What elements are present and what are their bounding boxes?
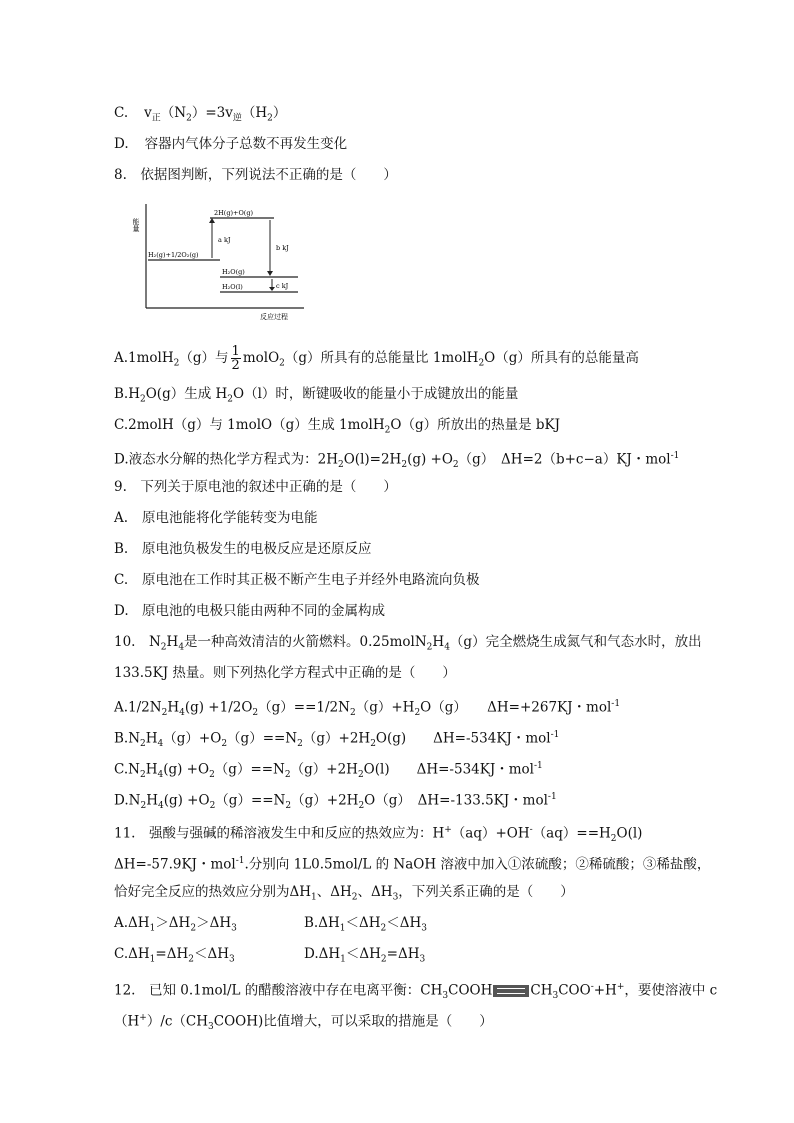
q11-option-c: $C.\Delta H_1=\Delta H_2<\Delta H_3$ xyxy=(114,946,235,965)
q12-stem-line1: 12. 已知 0.1mol/L 的醋酸溶液中存在电离平衡：$CH_3COOH$ $CH_3COO^-+H^+$，要使溶液中 c xyxy=(114,982,718,1002)
q9-option-d: D. 原电池的电极只能由两种不同的金属构成 xyxy=(114,603,385,619)
arrow-b-label: b kJ xyxy=(276,244,289,252)
x-axis-label: 反应过程 xyxy=(260,313,288,321)
q10-option-b: $B.N_2H_4(g)+O_2(g)==N_2(g)+2H_2O(g)$ ΔH=-534KJ・mol$^{-1}$ xyxy=(114,730,560,750)
q12-stem-line2: $(H^+)/c(CH_3COOH)$比值增大，可以采取的措施是（ ） xyxy=(114,1013,493,1033)
level-mid-label: H₂O(g) xyxy=(222,268,245,276)
q10-option-a: $A.1/2N_2H_4(g) +1/2O_2(g)==1/2N_2(g)+H_2O(g)$ ΔH=+267KJ・mol$^{-1}$ xyxy=(114,699,621,719)
q10-option-c: $C.N_2H_4(g) +O_2(g)==N_2(g)+2H_2O(l)$ ΔH=-534KJ・mol$^{-1}$ xyxy=(114,761,543,781)
level-low-label: H₂O(l) xyxy=(222,283,243,291)
q8-stem: 8. 依据图判断，下列说法不正确的是（ ） xyxy=(114,167,397,183)
level-top-label: 2H(g)+O(g) xyxy=(214,209,254,217)
q11-stem-line2: ΔH=-57.9KJ・mol$^{-1}$.分别向 1L0.5mol/L 的 NaOH 溶液中加入①浓硫酸；②稀硫酸；③稀盐酸， xyxy=(114,856,711,873)
q10-stem-line1: 10. $N_2H_4$是一种高效清洁的火箭燃料。$0.25molN_2H_4(g)$完全燃烧生成氮气和气态水时，放出 xyxy=(114,634,702,653)
q9-stem: 9. 下列关于原电池的叙述中正确的是（ ） xyxy=(114,479,397,495)
q7-option-c: C. $v_正(N_2)=3v_逆(H_2)$ xyxy=(114,105,287,124)
y-axis-label: 能量 xyxy=(132,218,140,232)
q8-option-c: C.2molH（g）与 1molO（g）生成 1molH$_2$O（g）所放出的热量是 bKJ xyxy=(114,417,561,436)
q11-option-d: $D.\Delta H_1<\Delta H_2=\Delta H_3$ xyxy=(304,946,426,965)
q7-option-d: D. 容器内气体分子总数不再发生变化 xyxy=(114,136,348,152)
q10-option-d: $D.N_2H_4(g) +O_2(g)==N_2(g)+2H_2O(g)$ ΔH=-133.5KJ・mol$^{-1}$ xyxy=(114,792,557,812)
q11-stem-line3: 恰好完全反应的热效应分别为$\Delta H_1$、$\Delta H_2$、$\Delta H_3$，下列关系正确的是（ ） xyxy=(114,884,574,903)
energy-diagram xyxy=(132,200,308,322)
q8-option-b: $B.H_2O(g)$生成 $H_2O(l)$时，断键吸收的能量小于成键放出的能量 xyxy=(114,386,519,405)
level-left-label: H₂(g)+1/2O₂(g) xyxy=(148,251,199,259)
arrow-c-label: c kJ xyxy=(276,282,289,290)
q8-option-a: A.1molH$_2$（g）与 $\frac{1}{2}$ molO$_2$（g）所具有的总能量比 1molH$_2$O（g）所具有的总能量高 xyxy=(114,344,639,373)
q9-option-b: B. 原电池负极发生的电极反应是还原反应 xyxy=(114,541,372,557)
arrow-a-label: a kJ xyxy=(218,236,231,244)
q11-option-b: $B.\Delta H_1<\Delta H_2<\Delta H_3$ xyxy=(304,915,427,934)
q9-option-c: C. 原电池在工作时其正极不断产生电子并经外电路流向负极 xyxy=(114,572,480,588)
q10-stem-line2: 133.5KJ 热量。则下列热化学方程式中正确的是（ ） xyxy=(114,665,456,681)
equilibrium-arrow-icon xyxy=(493,985,529,997)
q11-stem-line1: 11. 强酸与强碱的稀溶液发生中和反应的热效应为：$H^+(aq)+OH^-(aq)==H_2O(l)$ xyxy=(114,825,643,845)
q8-option-d: D.液态水分解的热化学方程式为：$2H_2O(l)=2H_2(g) +O_2(g)$ ΔH=2（b+c−a）KJ・mol$^{-1}$ xyxy=(114,451,680,471)
q11-option-a: $A.\Delta H_1>\Delta H_2>\Delta H_3$ xyxy=(114,915,237,934)
fraction-half: $\frac{1}{2}$ xyxy=(231,344,240,373)
q9-option-a: A. 原电池能将化学能转变为电能 xyxy=(114,510,318,526)
